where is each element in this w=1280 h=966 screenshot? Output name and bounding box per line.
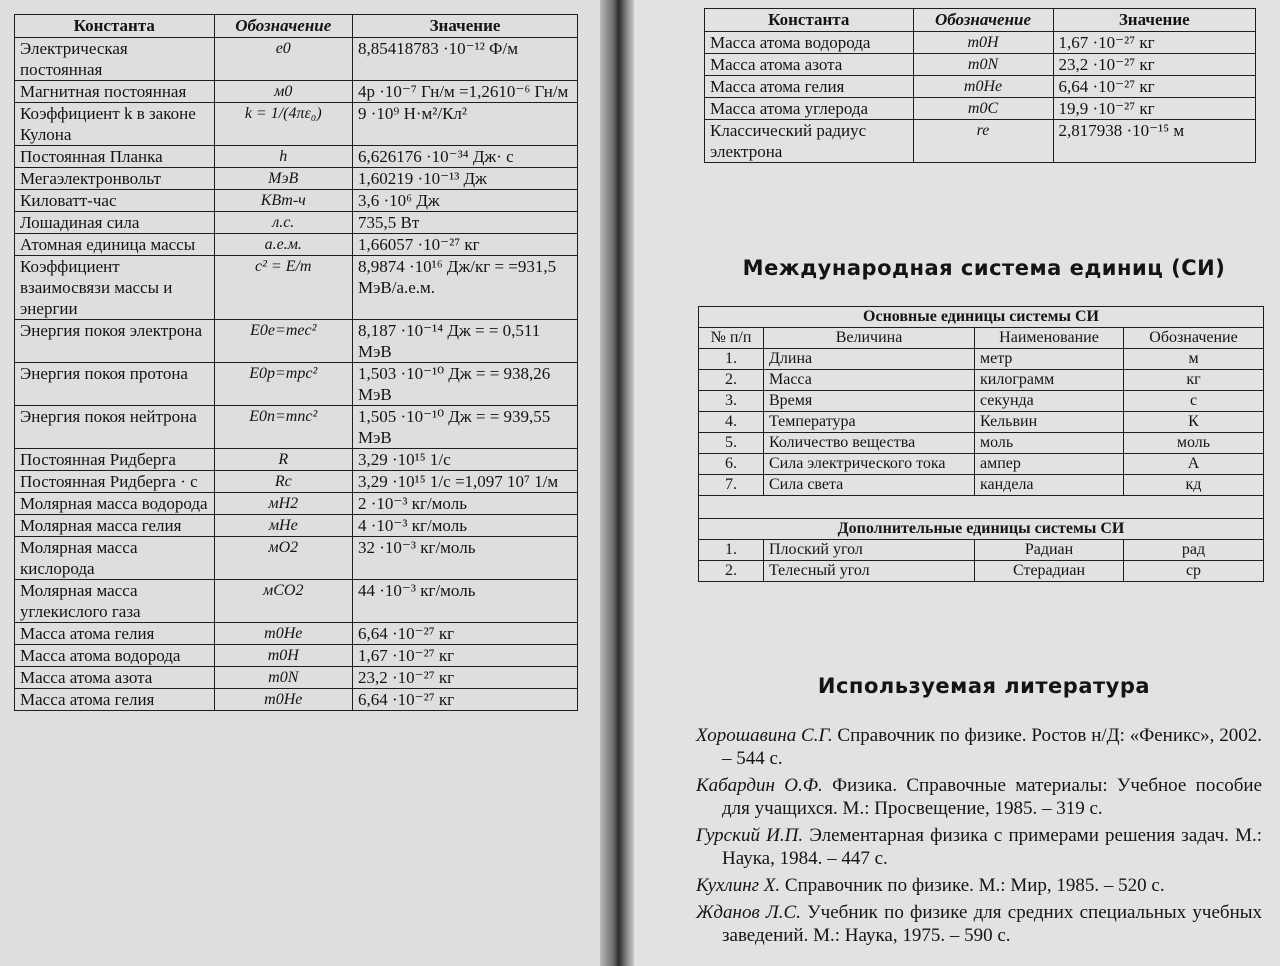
constant-value: 32 ·10⁻³ кг/моль	[352, 537, 577, 580]
list-item	[696, 824, 1262, 870]
header-symbol: Обозначение	[913, 9, 1053, 32]
reference-author: Кабардин О.Ф.	[696, 775, 823, 796]
unit-name: кандела	[975, 475, 1124, 496]
constant-value: 3,6 ·10⁶ Дж	[352, 190, 577, 212]
unit-name: Стерадиан	[975, 561, 1124, 582]
constant-name: Энергия покоя протона	[15, 363, 215, 406]
unit-quantity: Масса	[764, 370, 975, 391]
unit-quantity: Длина	[764, 349, 975, 370]
table-row	[699, 433, 1264, 454]
constant-value: 2,817938 ·10⁻¹⁵ м	[1053, 120, 1255, 163]
constant-symbol: m0H	[913, 32, 1053, 54]
reference-author: Кухлинг Х.	[696, 875, 781, 896]
unit-symbol: К	[1124, 412, 1264, 433]
unit-quantity: Температура	[764, 412, 975, 433]
constant-name: Постоянная Ридберга	[15, 449, 215, 471]
constant-value: 4 ·10⁻³ кг/моль	[352, 515, 577, 537]
table-row	[15, 449, 578, 471]
literature-title: Используемая литература	[817, 674, 1151, 698]
header-constant: Константа	[705, 9, 914, 32]
constant-value: 23,2 ·10⁻²⁷ кг	[1053, 54, 1255, 76]
header-constant: Константа	[15, 15, 215, 38]
constant-symbol: k = 1/(4πε₀)	[214, 103, 352, 146]
constant-name: Масса атома гелия	[705, 76, 914, 98]
constant-name: Масса атома водорода	[705, 32, 914, 54]
constant-symbol: c² = E/m	[214, 256, 352, 320]
table-row	[15, 537, 578, 580]
table-row	[705, 54, 1256, 76]
constant-value: 8,187 ·10⁻¹⁴ Дж = = 0,511 МэВ	[352, 320, 577, 363]
constant-name: Масса атома азота	[15, 667, 215, 689]
unit-number: 2.	[699, 370, 764, 391]
table-row	[15, 38, 578, 81]
constant-value: 8,9874 ·10¹⁶ Дж/кг = =931,5 МэВ/а.е.м.	[352, 256, 577, 320]
reference-author: Жданов Л.С.	[696, 902, 801, 923]
constant-symbol: re	[913, 120, 1053, 163]
table-row	[705, 76, 1256, 98]
header-unit-symbol: Обозначение	[1124, 328, 1264, 349]
table-row	[15, 168, 578, 190]
si-extra-caption: Дополнительные единицы системы СИ	[699, 519, 1264, 540]
header-number: № п/п	[699, 328, 764, 349]
constant-name: Киловатт-час	[15, 190, 215, 212]
constant-value: 3,29 ·10¹⁵ 1/с	[352, 449, 577, 471]
reference-author: Гурский И.П.	[696, 825, 804, 846]
constant-symbol: л.с.	[214, 212, 352, 234]
constant-symbol: E0n=mnc²	[214, 406, 352, 449]
table-header-row	[15, 15, 578, 38]
unit-quantity: Сила электрического тока	[764, 454, 975, 475]
unit-symbol: кд	[1124, 475, 1264, 496]
constant-value: 2 ·10⁻³ кг/моль	[352, 493, 577, 515]
table-row	[15, 190, 578, 212]
constant-value: 1,66057 ·10⁻²⁷ кг	[352, 234, 577, 256]
constants-table-left	[14, 14, 578, 711]
constant-value: 6,64 ·10⁻²⁷ кг	[352, 689, 577, 711]
constant-symbol: E0p=mpc²	[214, 363, 352, 406]
unit-symbol: рад	[1124, 540, 1264, 561]
unit-name: Кельвин	[975, 412, 1124, 433]
table-row	[15, 645, 578, 667]
si-section-title: Международная система единиц (СИ)	[742, 256, 1226, 280]
table-row	[699, 370, 1264, 391]
constant-name: Коэффициент k в законе Кулона	[15, 103, 215, 146]
constant-symbol: h	[214, 146, 352, 168]
table-row	[705, 98, 1256, 120]
table-row	[699, 561, 1264, 582]
constant-symbol: КВт-ч	[214, 190, 352, 212]
unit-number: 6.	[699, 454, 764, 475]
constant-name: Магнитная постоянная	[15, 81, 215, 103]
constant-value: 735,5 Вт	[352, 212, 577, 234]
constant-name: Энергия покоя электрона	[15, 320, 215, 363]
header-symbol: Обозначение	[214, 15, 352, 38]
unit-name: Радиан	[975, 540, 1124, 561]
constant-symbol: мHe	[214, 515, 352, 537]
table-spacer-row	[699, 496, 1264, 519]
unit-number: 4.	[699, 412, 764, 433]
constant-name: Масса атома азота	[705, 54, 914, 76]
unit-symbol: моль	[1124, 433, 1264, 454]
constant-name: Атомная единица массы	[15, 234, 215, 256]
list-item	[696, 724, 1262, 770]
constant-name: Постоянная Ридберга · c	[15, 471, 215, 493]
constant-value: 1,60219 ·10⁻¹³ Дж	[352, 168, 577, 190]
constant-value: 9 ·10⁹ Н·м²/Кл²	[352, 103, 577, 146]
constant-symbol: мO2	[214, 537, 352, 580]
table-row	[15, 320, 578, 363]
table-row	[15, 667, 578, 689]
table-row	[699, 349, 1264, 370]
unit-symbol: с	[1124, 391, 1264, 412]
unit-symbol: ср	[1124, 561, 1264, 582]
constant-name: Молярная масса кислорода	[15, 537, 215, 580]
constant-value: 6,64 ·10⁻²⁷ кг	[1053, 76, 1255, 98]
list-item	[696, 874, 1262, 897]
constant-name: Коэффициент взаимосвязи массы и энергии	[15, 256, 215, 320]
table-row	[15, 623, 578, 645]
header-unit-name: Наименование	[975, 328, 1124, 349]
table-row	[15, 103, 578, 146]
constant-name: Молярная масса водорода	[15, 493, 215, 515]
table-caption-row	[699, 519, 1264, 540]
header-quantity: Величина	[764, 328, 975, 349]
unit-number: 5.	[699, 433, 764, 454]
unit-number: 2.	[699, 561, 764, 582]
unit-number: 7.	[699, 475, 764, 496]
constants-table-right	[704, 8, 1256, 163]
unit-name: секунда	[975, 391, 1124, 412]
unit-quantity: Время	[764, 391, 975, 412]
constant-value: 1,503 ·10⁻¹⁰ Дж = = 938,26 МэВ	[352, 363, 577, 406]
constant-value: 8,85418783 ·10⁻¹² Ф/м	[352, 38, 577, 81]
unit-name: метр	[975, 349, 1124, 370]
table-row	[705, 120, 1256, 163]
right-page	[634, 0, 1280, 966]
unit-name: моль	[975, 433, 1124, 454]
constant-value: 1,67 ·10⁻²⁷ кг	[352, 645, 577, 667]
table-row	[699, 454, 1264, 475]
constant-symbol: m0H	[214, 645, 352, 667]
si-base-caption: Основные единицы системы СИ	[699, 307, 1264, 328]
unit-quantity: Сила света	[764, 475, 975, 496]
constant-symbol: E0e=mec²	[214, 320, 352, 363]
constant-symbol: m0He	[214, 623, 352, 645]
constant-name: Постоянная Планка	[15, 146, 215, 168]
constant-name: Масса атома углерода	[705, 98, 914, 120]
table-row	[699, 475, 1264, 496]
table-row	[15, 256, 578, 320]
constant-name: Масса атома водорода	[15, 645, 215, 667]
constant-symbol: МэВ	[214, 168, 352, 190]
constant-symbol: м0	[214, 81, 352, 103]
unit-number: 1.	[699, 349, 764, 370]
table-row	[15, 580, 578, 623]
list-item	[696, 901, 1262, 947]
unit-name: килограмм	[975, 370, 1124, 391]
header-value: Значение	[352, 15, 577, 38]
constant-name: Электрическая постоянная	[15, 38, 215, 81]
reference-text: Справочник по физике. М.: Мир, 1985. – 520 с.	[784, 875, 1165, 896]
constant-value: 19,9 ·10⁻²⁷ кг	[1053, 98, 1255, 120]
constant-value: 1,67 ·10⁻²⁷ кг	[1053, 32, 1255, 54]
constant-name: Масса атома гелия	[15, 689, 215, 711]
reference-text: Физика. Справочные материалы: Учебное пособие для учащихся. М.: Просвещение, 1985. – 319 с.	[722, 775, 1262, 819]
table-row	[15, 471, 578, 493]
constant-symbol: m0C	[913, 98, 1053, 120]
table-row	[15, 406, 578, 449]
reference-author: Хорошавина С.Г.	[696, 725, 833, 746]
table-row	[15, 146, 578, 168]
table-header-row	[699, 328, 1264, 349]
table-row	[15, 515, 578, 537]
table-row	[699, 391, 1264, 412]
constant-value: 4р ·10⁻⁷ Гн/м =1,2610⁻⁶ Гн/м	[352, 81, 577, 103]
table-spacer	[699, 496, 1264, 519]
constant-name: Молярная масса гелия	[15, 515, 215, 537]
unit-quantity: Количество вещества	[764, 433, 975, 454]
constant-symbol: мCO2	[214, 580, 352, 623]
constant-name: Энергия покоя нейтрона	[15, 406, 215, 449]
table-row	[699, 540, 1264, 561]
unit-symbol: А	[1124, 454, 1264, 475]
table-header-row	[705, 9, 1256, 32]
unit-symbol: м	[1124, 349, 1264, 370]
unit-name: ампер	[975, 454, 1124, 475]
constant-symbol: m0N	[214, 667, 352, 689]
si-units-table	[698, 306, 1264, 582]
unit-quantity: Плоский угол	[764, 540, 975, 561]
constant-symbol: Rc	[214, 471, 352, 493]
table-row	[15, 81, 578, 103]
constant-name: Мегаэлектронвольт	[15, 168, 215, 190]
unit-symbol: кг	[1124, 370, 1264, 391]
reference-text: Элементарная физика с примерами решения задач. М.: Наука, 1984. – 447 с.	[722, 825, 1262, 869]
unit-number: 1.	[699, 540, 764, 561]
constant-name: Масса атома гелия	[15, 623, 215, 645]
constant-value: 1,505 ·10⁻¹⁰ Дж = = 939,55 МэВ	[352, 406, 577, 449]
unit-quantity: Телесный угол	[764, 561, 975, 582]
table-row	[15, 689, 578, 711]
constant-symbol: e0	[214, 38, 352, 81]
list-item	[696, 774, 1262, 820]
reference-text: Справочник по физике. Ростов н/Д: «Феникс», 2002. – 544 с.	[722, 725, 1262, 769]
constant-value: 6,64 ·10⁻²⁷ кг	[352, 623, 577, 645]
unit-number: 3.	[699, 391, 764, 412]
constant-symbol: R	[214, 449, 352, 471]
constant-value: 23,2 ·10⁻²⁷ кг	[352, 667, 577, 689]
constant-symbol: мH2	[214, 493, 352, 515]
table-row	[15, 212, 578, 234]
header-value: Значение	[1053, 9, 1255, 32]
table-row	[15, 234, 578, 256]
constant-symbol: а.е.м.	[214, 234, 352, 256]
left-page	[0, 0, 600, 966]
table-row	[15, 493, 578, 515]
constant-symbol: m0He	[913, 76, 1053, 98]
table-row	[705, 32, 1256, 54]
literature-list	[696, 724, 1262, 951]
constant-symbol: m0N	[913, 54, 1053, 76]
table-row	[15, 363, 578, 406]
table-row	[699, 412, 1264, 433]
constant-symbol: m0He	[214, 689, 352, 711]
constant-value: 6,626176 ·10⁻³⁴ Дж· с	[352, 146, 577, 168]
constant-name: Классический радиус электрона	[705, 120, 914, 163]
book-gutter	[600, 0, 634, 966]
reference-text: Учебник по физике для средних специальных учебных заведений. М.: Наука, 1975. – 590 с.	[722, 902, 1263, 946]
constant-name: Молярная масса углекислого газа	[15, 580, 215, 623]
table-caption-row	[699, 307, 1264, 328]
constant-name: Лошадиная сила	[15, 212, 215, 234]
constant-value: 44 ·10⁻³ кг/моль	[352, 580, 577, 623]
constant-value: 3,29 ·10¹⁵ 1/с =1,097 10⁷ 1/м	[352, 471, 577, 493]
